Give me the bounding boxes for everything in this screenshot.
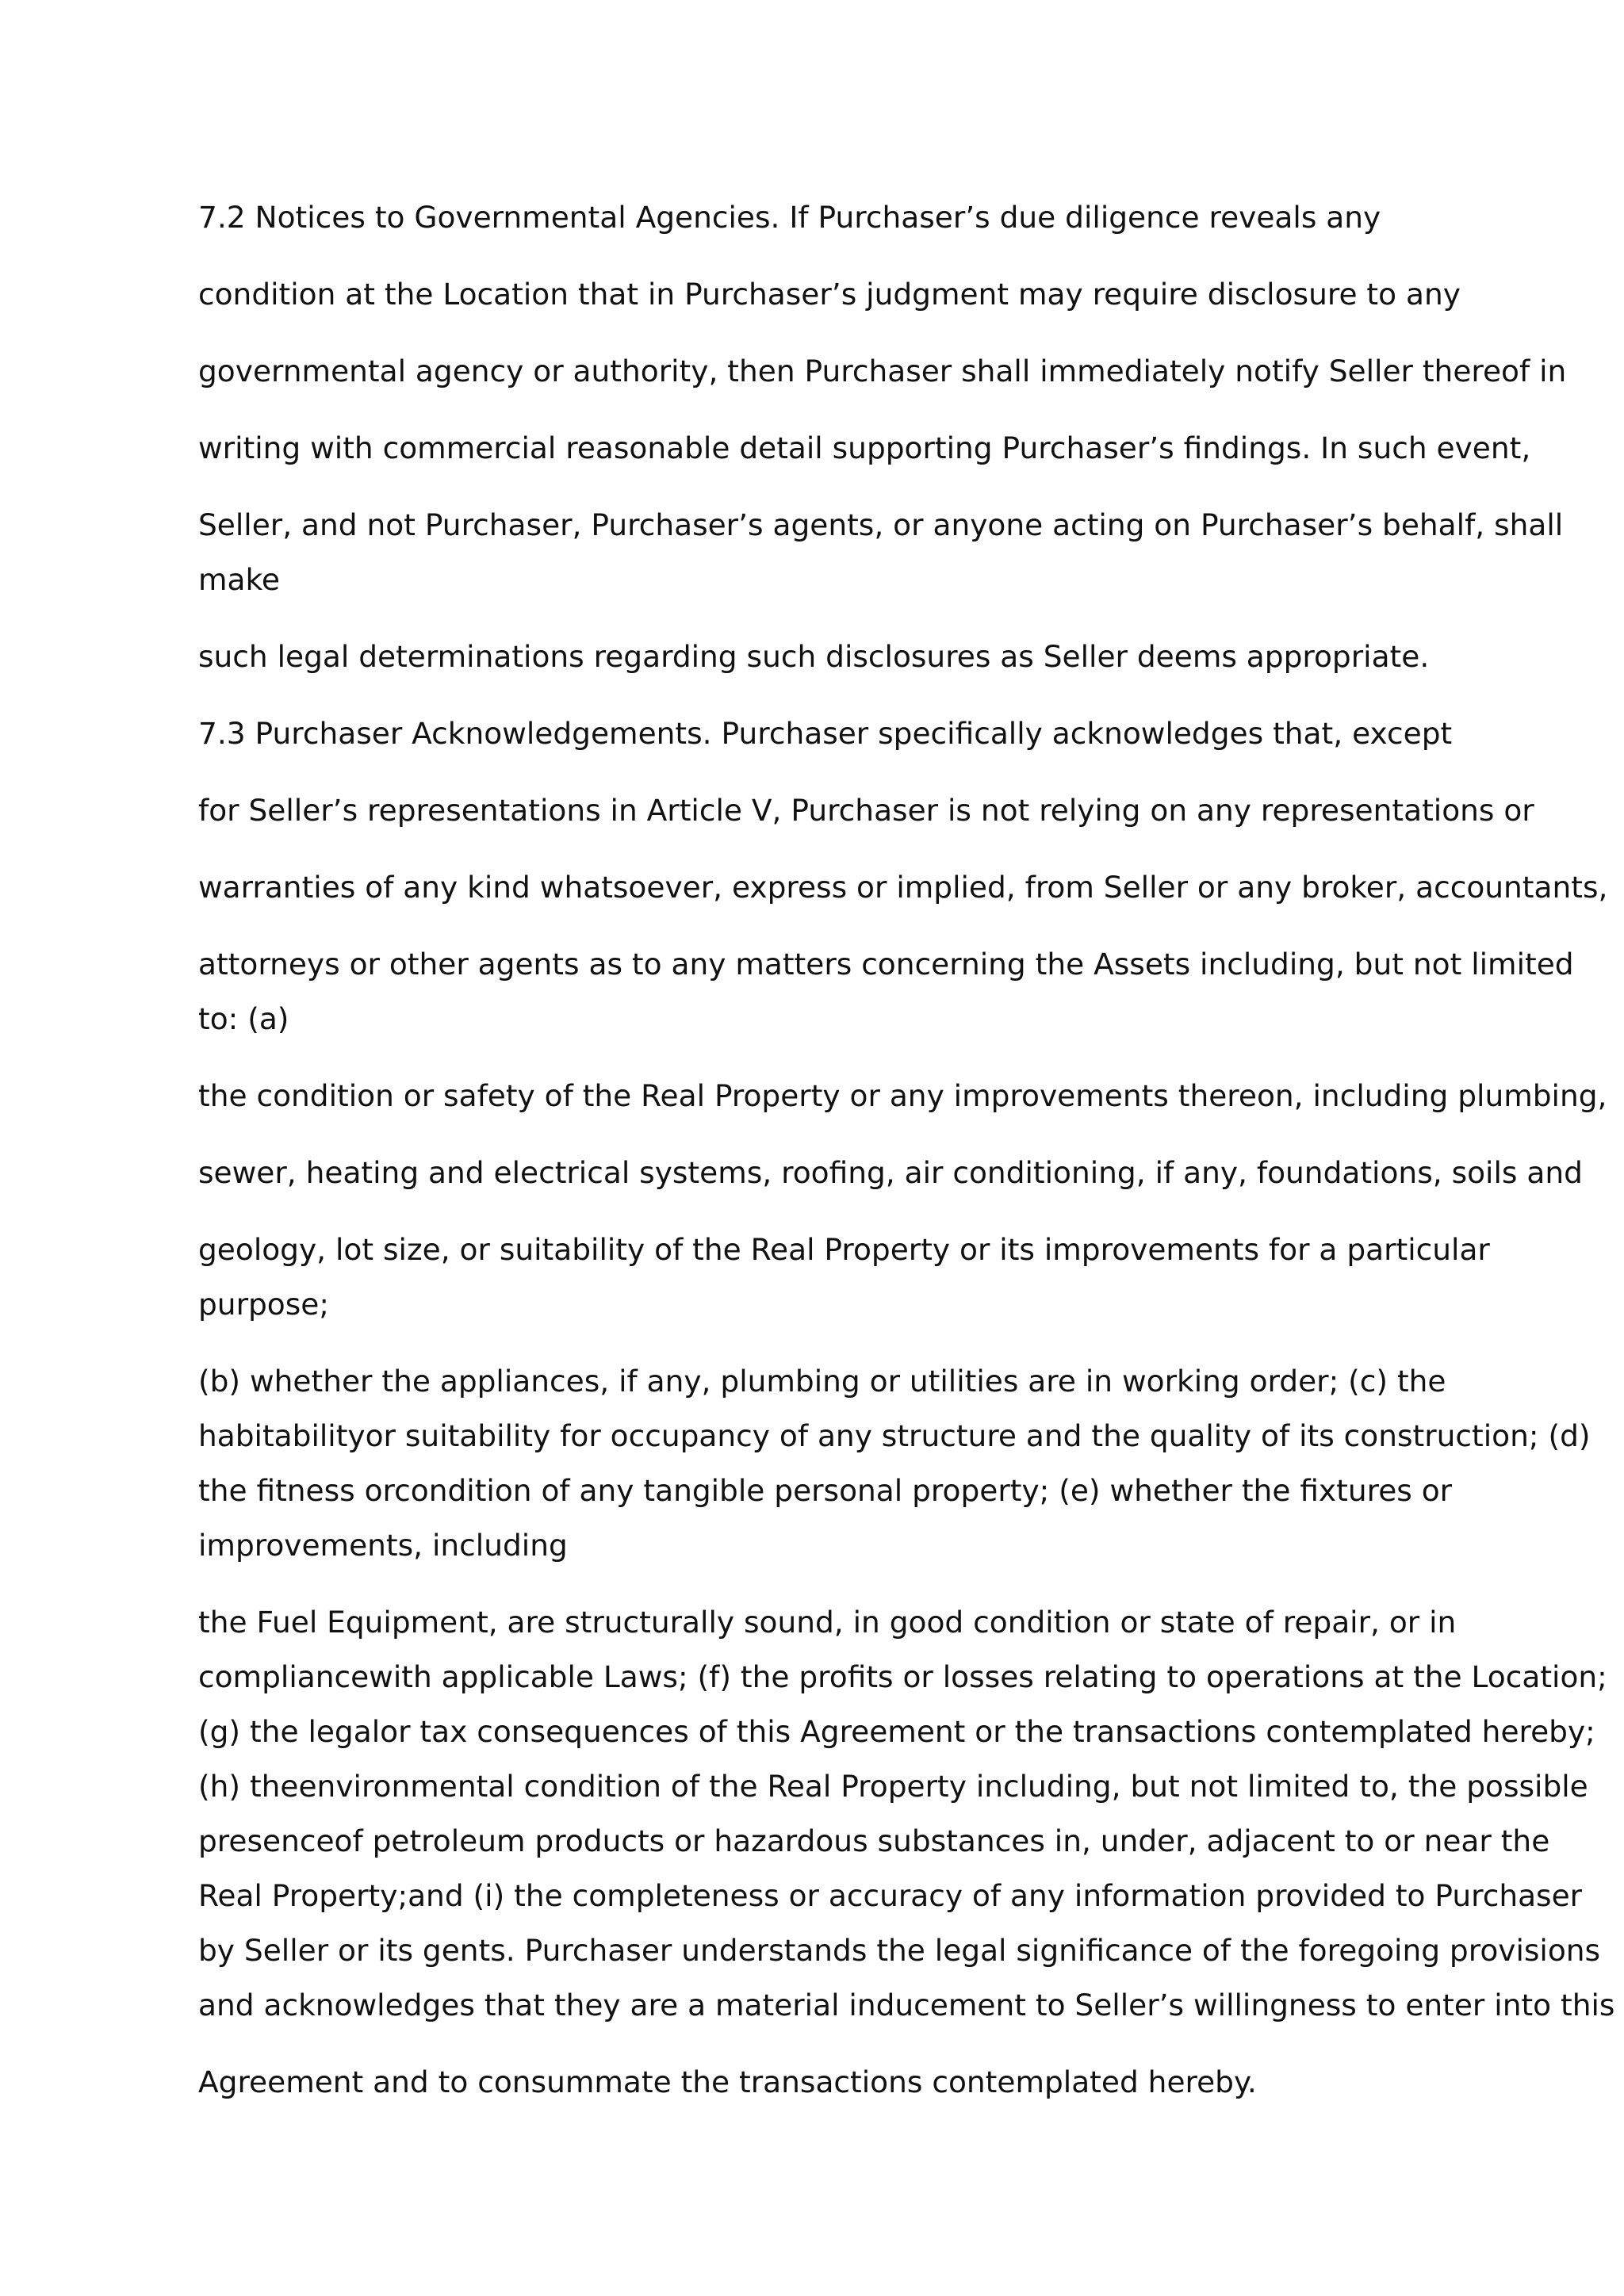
text-line: improvements, including xyxy=(198,1528,568,1563)
text-line: geology, lot size, or suitability of the Real Property or its improvements for a particular xyxy=(198,1232,1490,1267)
text-line: attorneys or other agents as to any matters concerning the Assets including, but not limited xyxy=(198,947,1574,982)
text-line: warranties of any kind whatsoever, express or implied, from Seller or any broker, accountants, xyxy=(198,870,1608,905)
text-line: (h) theenvironmental condition of the Real Property including, but not limited to, the possible xyxy=(198,1769,1588,1804)
text-line: sewer, heating and electrical systems, roofing, air conditioning, if any, foundations, soils and xyxy=(198,1155,1583,1190)
text-line: writing with commercial reasonable detail supporting Purchaser’s findings. In such event, xyxy=(198,430,1531,465)
text-line: Agreement and to consummate the transactions contemplated hereby. xyxy=(198,2064,1257,2099)
text-line: the Fuel Equipment, are structurally sound, in good condition or state of repair, or in xyxy=(198,1605,1457,1640)
text-line: to: (a) xyxy=(198,1001,289,1036)
text-line: and acknowledges that they are a material inducement to Seller’s willingness to enter into this xyxy=(198,1988,1615,2022)
text-line: Real Property;and (i) the completeness or accuracy of any information provided to Purchaser xyxy=(198,1878,1583,1913)
text-line: the condition or safety of the Real Property or any improvements thereon, including plumbing, xyxy=(198,1078,1607,1113)
text-line: by Seller or its gents. Purchaser understands the legal significance of the foregoing provisions xyxy=(198,1933,1601,1968)
text-line: for Seller’s representations in Article V, Purchaser is not relying on any representations or xyxy=(198,793,1534,828)
text-line: the fitness orcondition of any tangible personal property; (e) whether the fixtures or xyxy=(198,1473,1453,1508)
text-line: make xyxy=(198,562,280,597)
text-line: habitabilityor suitability for occupancy of any structure and the quality of its construction; (d) xyxy=(198,1418,1591,1453)
text-line: such legal determinations regarding such disclosures as Seller deems appropriate. xyxy=(198,639,1430,674)
text-line: condition at the Location that in Purchaser’s judgment may require disclosure to any xyxy=(198,277,1461,312)
text-line: compliancewith applicable Laws; (f) the profits or losses relating to operations at the Location; xyxy=(198,1659,1607,1694)
text-line: Seller, and not Purchaser, Purchaser’s agents, or anyone acting on Purchaser’s behalf, shall xyxy=(198,507,1564,542)
text-line: presenceof petroleum products or hazardous substances in, under, adjacent to or near the xyxy=(198,1823,1550,1858)
text-line: (b) whether the appliances, if any, plumbing or utilities are in working order; (c) the xyxy=(198,1364,1446,1399)
text-line: 7.2 Notices to Governmental Agencies. If Purchaser’s due diligence reveals any xyxy=(198,200,1381,235)
text-line: governmental agency or authority, then Purchaser shall immediately notify Seller thereof in xyxy=(198,354,1567,388)
text-line: 7.3 Purchaser Acknowledgements. Purchaser specifically acknowledges that, except xyxy=(198,716,1453,751)
text-line: purpose; xyxy=(198,1287,329,1322)
text-line: (g) the legalor tax consequences of this Agreement or the transactions contemplated hereby; xyxy=(198,1714,1595,1749)
